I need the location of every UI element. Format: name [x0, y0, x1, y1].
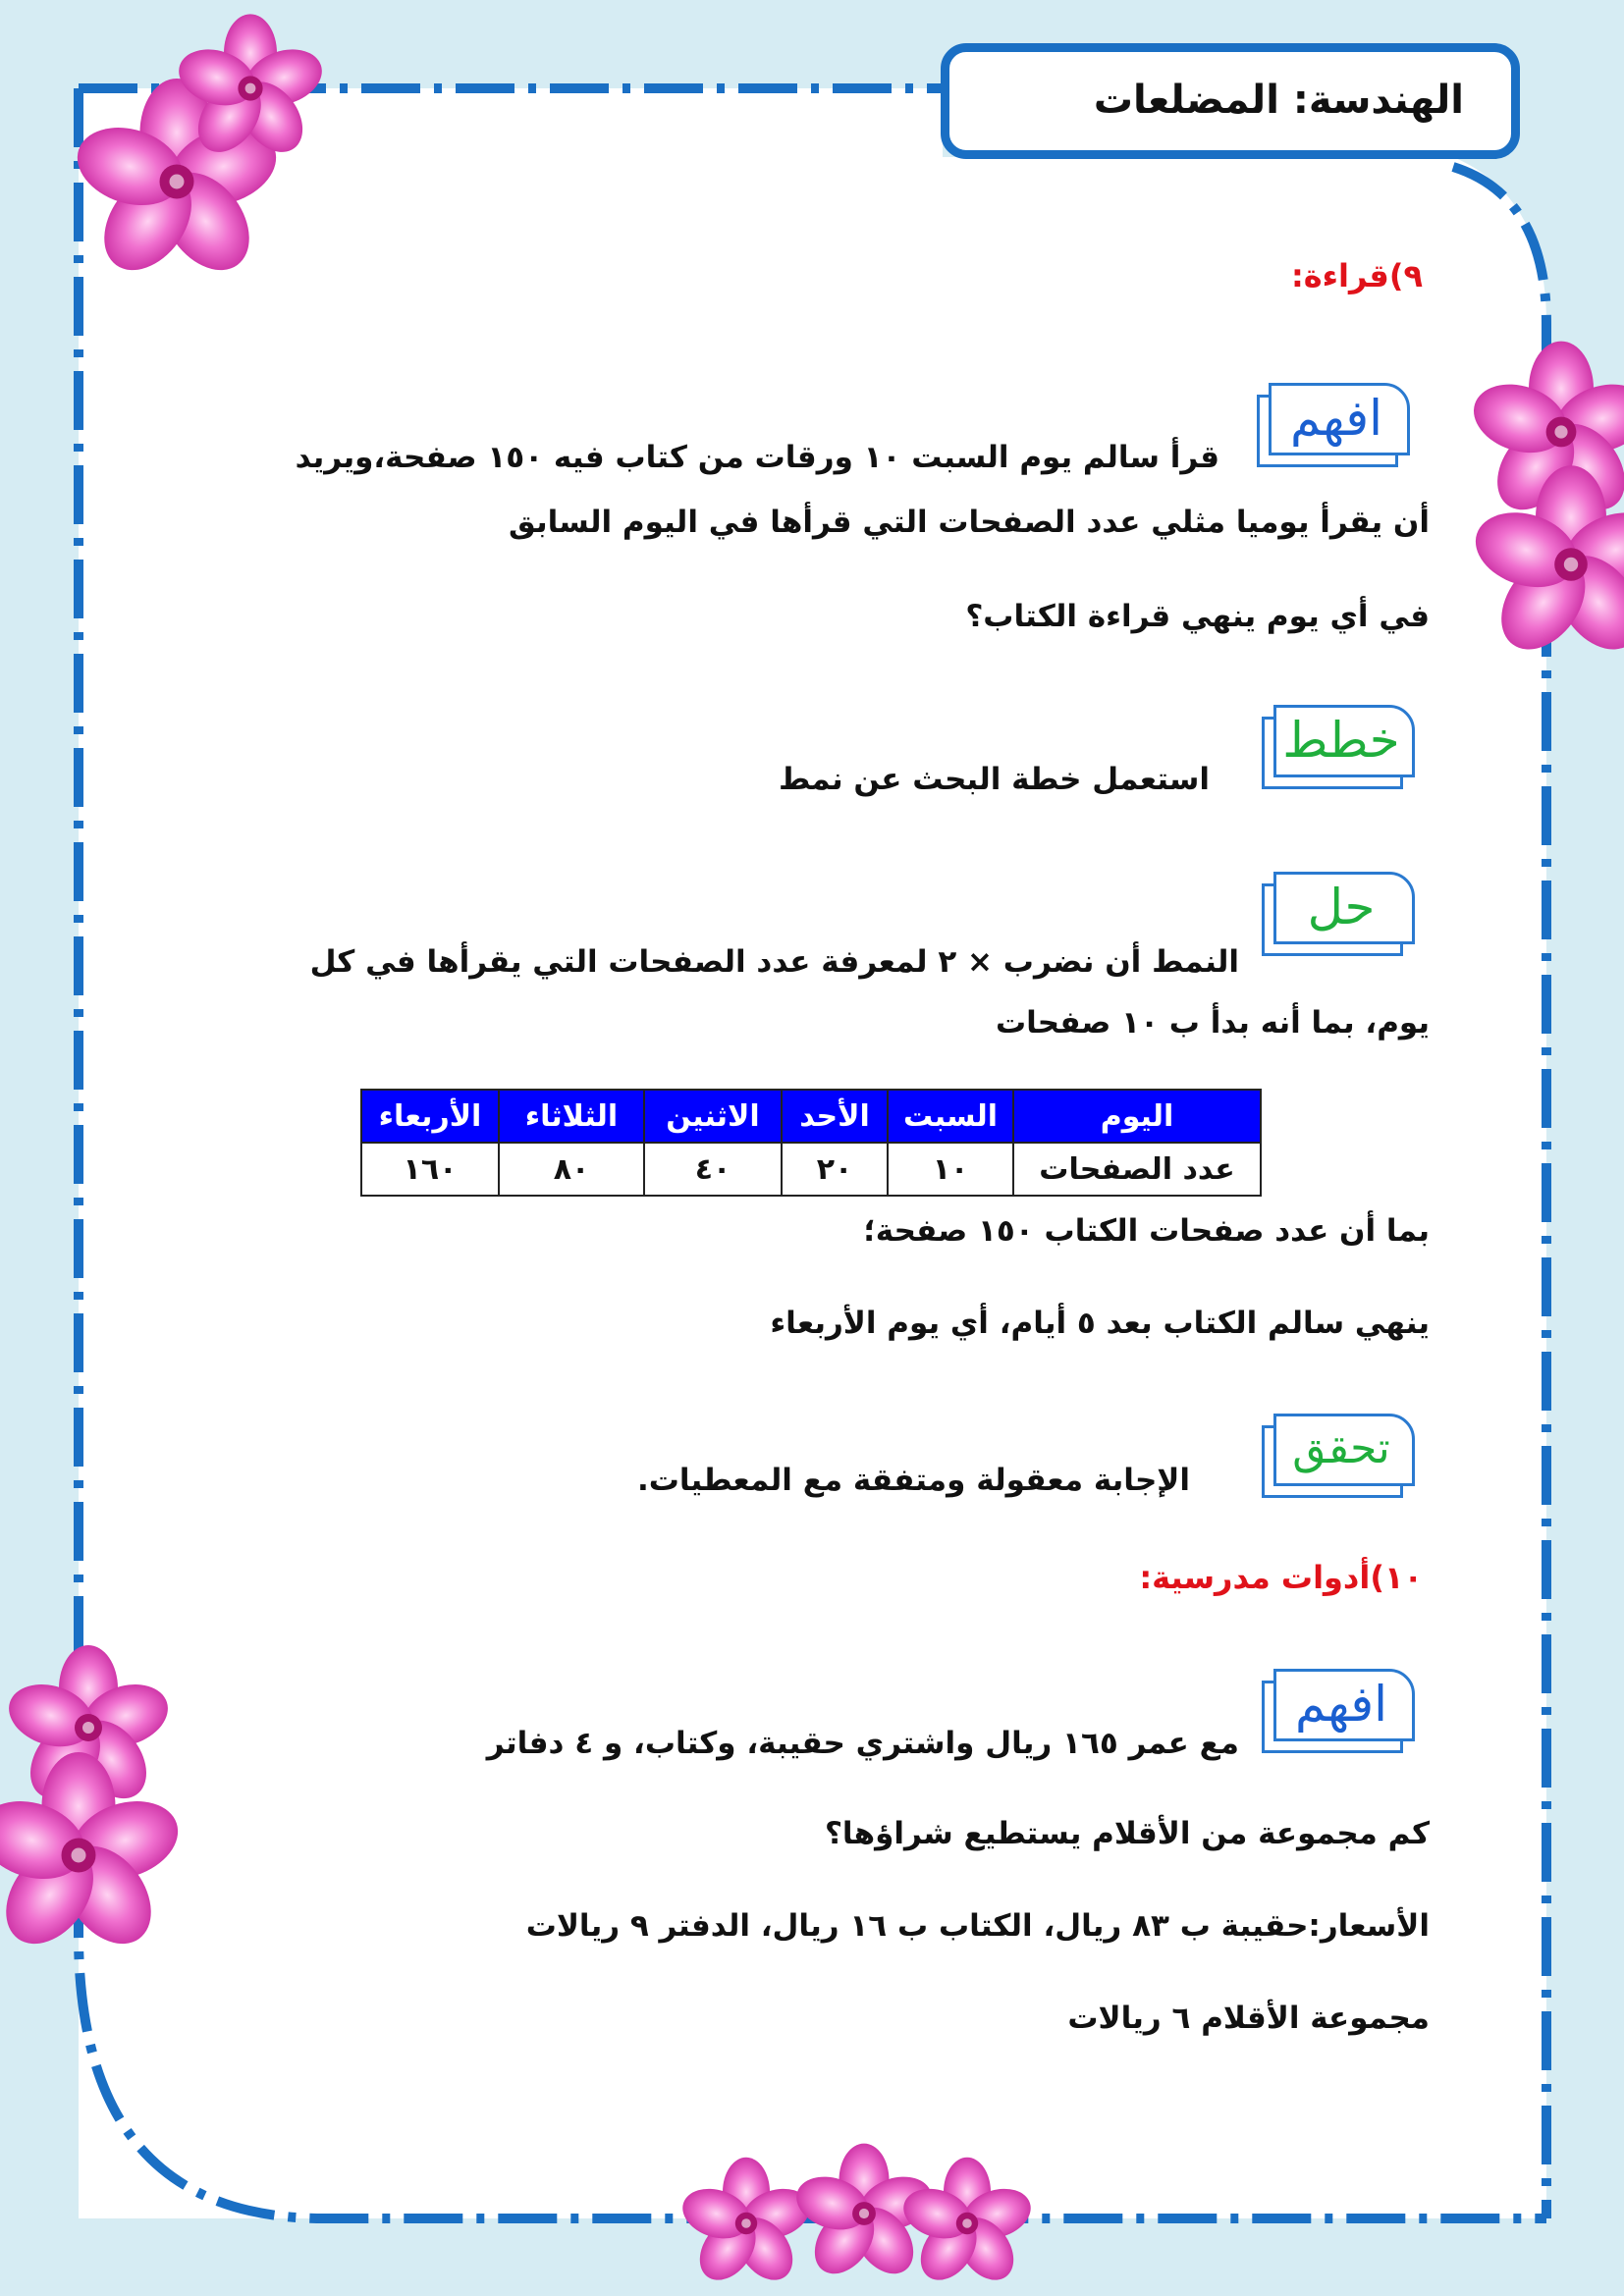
- page-title: الهندسة: المضلعات: [1093, 78, 1464, 123]
- table-value-cell: ٢٠: [782, 1143, 888, 1196]
- problem9-understand-line2: أن يقرأ يوميا مثلي عدد الصفحات التي قرأها في اليوم السابق: [509, 505, 1430, 540]
- table-day-cell: السبت: [888, 1090, 1013, 1143]
- plan-tag-label: خطط: [1282, 712, 1400, 769]
- problem9-plan-text: استعمل خطة البحث عن نمط: [779, 762, 1210, 797]
- problem10-prices: الأسعار:حقيبة ب ٨٣ ريال، الكتاب ب ١٦ ريال، الدفتر ٩ ريالات: [525, 1908, 1430, 1944]
- table-day-cell: الأحد: [782, 1090, 888, 1143]
- problem10-understand-line1: مع عمر ١٦٥ ريال واشتري حقيبة، وكتاب، و ٤ دفاتر: [486, 1726, 1239, 1761]
- table-day-cell: الاثنين: [644, 1090, 782, 1143]
- problem9-solve-line2: يوم، بما أنه بدأ ب ١٠ صفحات: [995, 1005, 1430, 1041]
- understand-tag-label: افهم: [1294, 1676, 1388, 1733]
- table-value-cell: ٨٠: [499, 1143, 644, 1196]
- problem10-pens: مجموعة الأقلام ٦ ريالات: [1067, 2001, 1430, 2036]
- problem9-heading: ٩)قراءة:: [1290, 257, 1423, 294]
- solve-tag-label: حل: [1307, 879, 1376, 935]
- solve-tag: [1262, 872, 1409, 950]
- table-header-row: [361, 1090, 1261, 1143]
- table-day-cell: الأربعاء: [361, 1090, 499, 1143]
- check-tag: [1262, 1414, 1409, 1492]
- problem9-question: في أي يوم ينهي قراءة الكتاب؟: [965, 599, 1430, 634]
- problem9-solve-line1: النمط أن نضرب × ٢ لمعرفة عدد الصفحات التي يقرأها في كل: [309, 944, 1239, 980]
- problem9-check-text: الإجابة معقولة ومتفقة مع المعطيات.: [636, 1463, 1190, 1498]
- understand-tag-9: [1257, 383, 1404, 461]
- table-value-cell: ١٦٠: [361, 1143, 499, 1196]
- problem9-after-table-line2: ينهي سالم الكتاب بعد ٥ أيام، أي يوم الأربعاء: [770, 1306, 1430, 1341]
- table-row-label: عدد الصفحات: [1013, 1143, 1261, 1196]
- pages-table: [360, 1089, 1262, 1197]
- table-value-cell: ٤٠: [644, 1143, 782, 1196]
- table-values-row: [361, 1143, 1261, 1196]
- header-box: [941, 43, 1520, 159]
- problem10-heading: ١٠)أدوات مدرسية:: [1139, 1559, 1423, 1596]
- table-value-cell: ١٠: [888, 1143, 1013, 1196]
- check-tag-label: تحقق: [1292, 1423, 1390, 1473]
- understand-tag-10: [1262, 1669, 1409, 1747]
- plan-tag: [1262, 705, 1409, 783]
- problem9-understand-line1: قرأ سالم يوم السبت ١٠ ورقات من كتاب فيه ١٥٠ صفحة،ويريد: [295, 440, 1219, 475]
- problem9-after-table-line1: بما أن عدد صفحات الكتاب ١٥٠ صفحة؛: [863, 1213, 1430, 1249]
- problem10-question: كم مجموعة من الأقلام يستطيع شراؤها؟: [824, 1816, 1430, 1851]
- table-header-label: اليوم: [1013, 1090, 1261, 1143]
- understand-tag-label: افهم: [1289, 390, 1383, 447]
- table-day-cell: الثلاثاء: [499, 1090, 644, 1143]
